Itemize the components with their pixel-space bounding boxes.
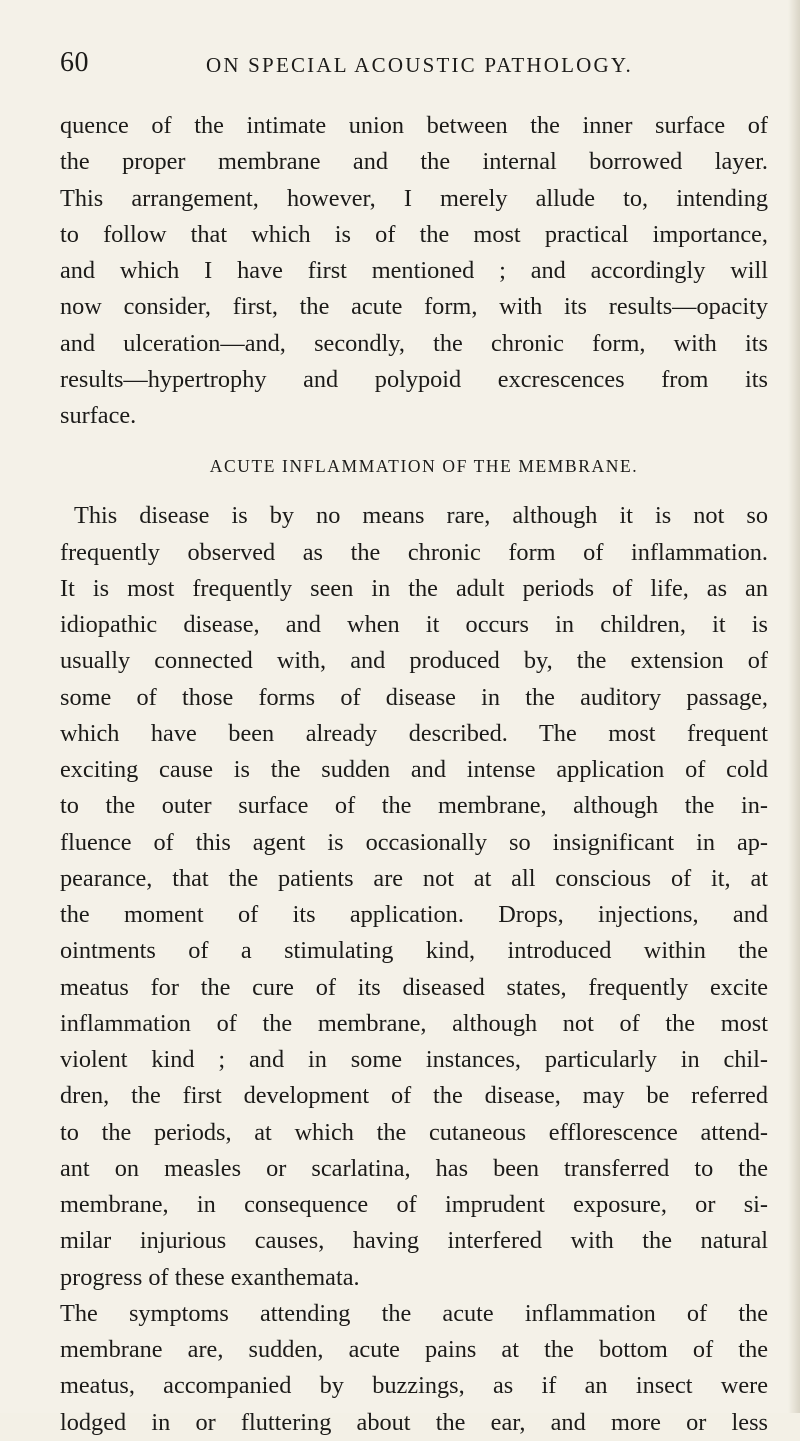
paragraph-2 xyxy=(60,498,768,1296)
text-line: and ulceration—and, secondly, the chronic form, with its xyxy=(60,329,768,357)
text-line: progress of these exanthemata. xyxy=(60,1263,360,1291)
page-edge-shadow xyxy=(788,0,800,1413)
paragraph-1 xyxy=(60,108,768,434)
text-line: to the periods, at which the cutaneous efflorescence attend- xyxy=(60,1118,768,1146)
text-line: to the outer surface of the membrane, although the in- xyxy=(60,792,768,820)
text-line: now consider, first, the acute form, with its results—opacity xyxy=(60,293,768,321)
text-line: to follow that which is of the most practical importance, xyxy=(60,220,768,248)
text-line: frequently observed as the chronic form of inflammation. xyxy=(60,538,768,566)
text-line: the proper membrane and the internal borrowed layer. xyxy=(60,148,768,176)
text-line: idiopathic disease, and when it occurs in children, it is xyxy=(60,611,768,638)
text-line: fluence of this agent is occasionally so insignificant in ap- xyxy=(60,828,768,856)
text-line: The symptoms attending the acute inflammation of the xyxy=(60,1299,768,1327)
text-line: meatus for the cure of its diseased states, frequently excite xyxy=(60,973,768,1001)
running-title: ON SPECIAL ACOUSTIC PATHOLOGY. xyxy=(206,53,633,77)
text-line: ointments of a stimulating kind, introduced within the xyxy=(60,937,768,965)
section-heading: ACUTE INFLAMMATION OF THE MEMBRANE. xyxy=(209,456,639,477)
text-line: meatus, accompanied by buzzings, as if an insect were xyxy=(60,1372,768,1400)
text-line: and which I have first mentioned ; and accordingly will xyxy=(60,257,768,284)
text-line: lodged in or fluttering about the ear, and more or less xyxy=(60,1408,768,1436)
text-line: surface. xyxy=(60,402,137,429)
text-line: quence of the intimate union between the inner surface of xyxy=(60,112,768,139)
text-line: inflammation of the membrane, although not of the most xyxy=(60,1009,768,1037)
text-line: It is most frequently seen in the adult periods of life, as an xyxy=(60,574,768,602)
page-body xyxy=(60,108,768,1441)
text-line: pearance, that the patients are not at all conscious of it, at xyxy=(60,864,768,892)
text-line: This disease is by no means rare, although it is not so xyxy=(74,502,768,530)
text-line: results—hypertrophy and polypoid excrescences from its xyxy=(60,365,768,393)
text-line: exciting cause is the sudden and intense application of cold xyxy=(60,756,768,783)
page-number: 60 xyxy=(60,47,89,78)
text-line: dren, the first development of the disease, may be referred xyxy=(60,1082,768,1110)
paragraph-3 xyxy=(60,1296,768,1441)
text-line: usually connected with, and produced by, the extension of xyxy=(60,647,768,675)
text-line: violent kind ; and in some instances, particularly in chil- xyxy=(60,1046,768,1073)
text-line: ant on measles or scarlatina, has been transferred to the xyxy=(60,1154,768,1182)
text-line: membrane are, sudden, acute pains at the bottom of the xyxy=(60,1336,768,1363)
text-line: some of those forms of disease in the auditory passage, xyxy=(60,683,768,711)
text-line: membrane, in consequence of imprudent exposure, or si- xyxy=(60,1191,768,1218)
text-line: the moment of its application. Drops, injections, and xyxy=(60,901,768,928)
text-line: which have been already described. The most frequent xyxy=(60,719,768,747)
text-line: This arrangement, however, I merely allude to, intending xyxy=(60,184,768,212)
text-line: milar injurious causes, having interfered with the natural xyxy=(60,1227,768,1255)
page-header xyxy=(60,47,760,83)
